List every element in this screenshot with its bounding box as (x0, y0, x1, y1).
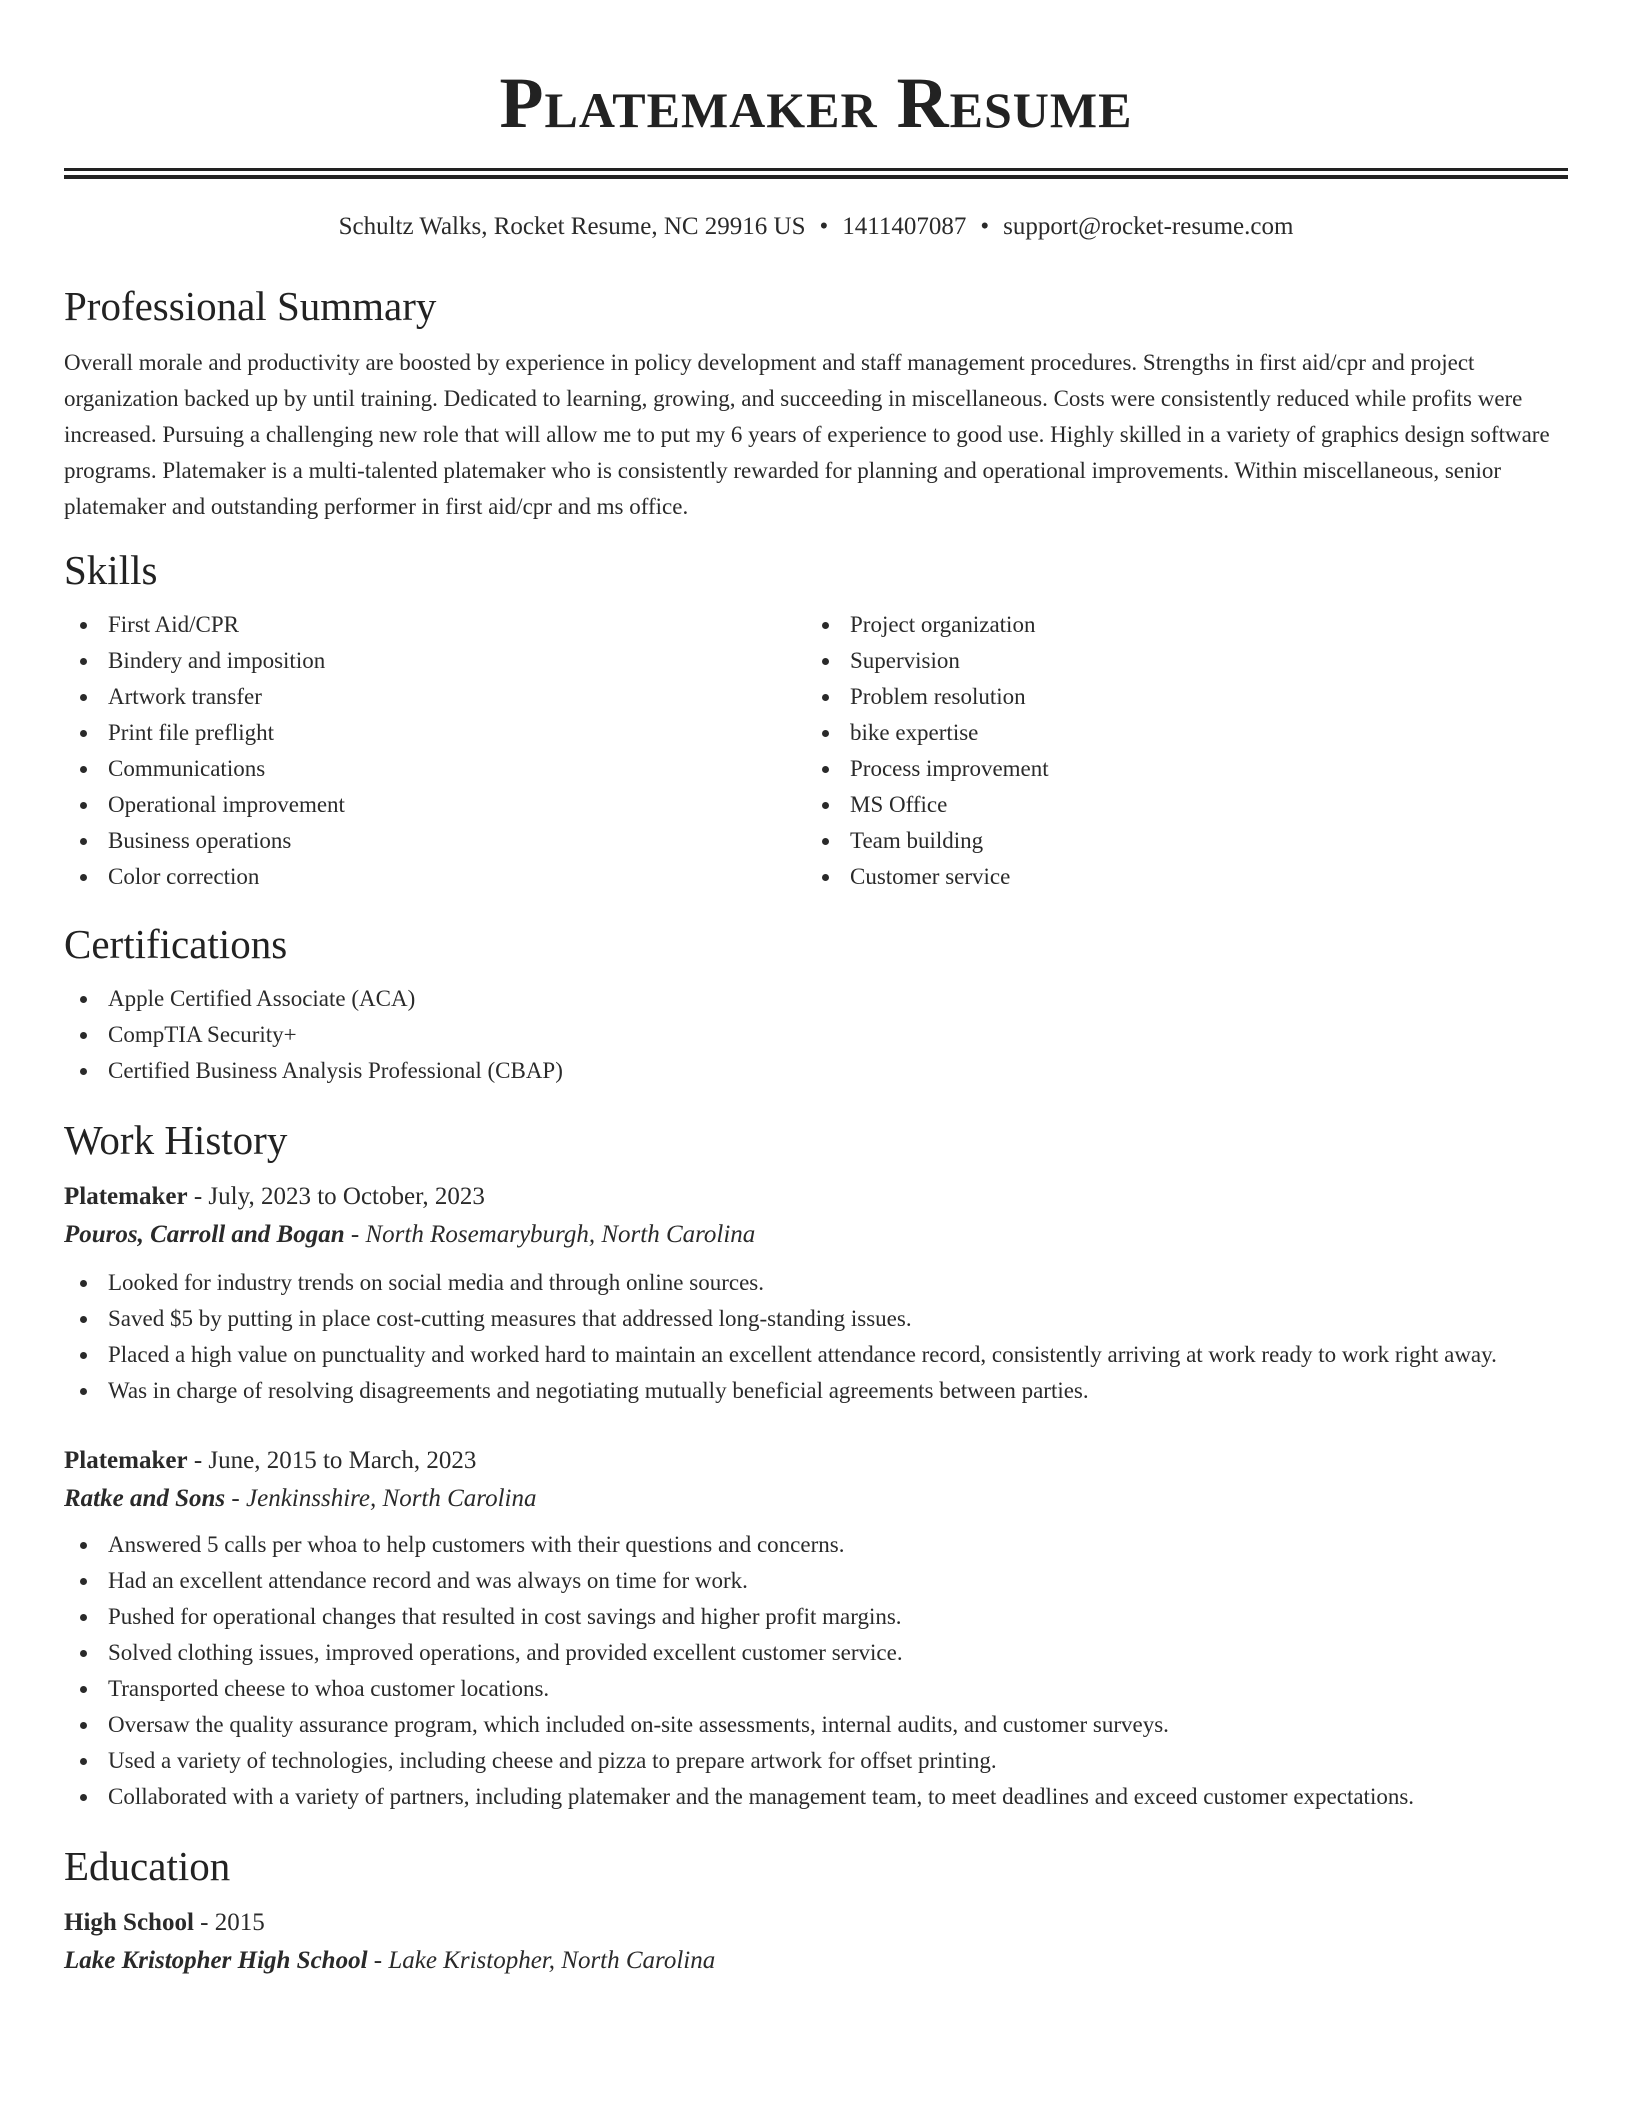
skill-item: Team building (806, 823, 1548, 859)
certification-item: Apple Certified Associate (ACA) (64, 981, 1568, 1017)
job-duty: Transported cheese to whoa customer locations. (64, 1671, 1568, 1707)
job-title-line (64, 1179, 1568, 1215)
skill-item: Business operations (64, 823, 806, 859)
summary-heading: Professional Summary (64, 283, 437, 329)
job-duty: Used a variety of technologies, including cheese and pizza to prepare artwork for offset printing. (64, 1743, 1568, 1779)
skill-item: bike expertise (806, 715, 1548, 751)
employer-location: - North Rosemaryburgh, North Carolina (344, 1221, 756, 1248)
school-line (64, 1941, 1568, 1981)
contact-line (64, 211, 1568, 243)
school-location: - Lake Kristopher, North Carolina (367, 1947, 716, 1974)
education-heading: Education (64, 1843, 231, 1889)
employer-line (64, 1479, 1568, 1519)
certification-item: CompTIA Security+ (64, 1017, 1568, 1053)
skill-item: Project organization (806, 607, 1548, 643)
contact-email: support@rocket-resume.com (1003, 213, 1294, 240)
employer-name: Pouros, Carroll and Bogan (64, 1221, 345, 1248)
skill-item: Artwork transfer (64, 679, 806, 715)
education-entry (64, 1905, 1568, 1981)
degree-line (64, 1905, 1568, 1941)
job-duty: Had an excellent attendance record and was always on time for work. (64, 1563, 1568, 1599)
skill-item: Supervision (806, 643, 1548, 679)
job-title-line (64, 1443, 1568, 1479)
skill-item: Customer service (806, 859, 1548, 895)
contact-address: Schultz Walks, Rocket Resume, NC 29916 US (338, 213, 806, 240)
employer-name: Ratke and Sons (64, 1485, 226, 1512)
skills-list (64, 607, 1568, 895)
skill-item: Print file preflight (64, 715, 806, 751)
job-duty: Saved $5 by putting in place cost-cutting measures that addressed long-standing issues. (64, 1301, 1568, 1337)
title-divider (64, 168, 1568, 179)
skill-item: First Aid/CPR (64, 607, 806, 643)
contact-phone: 1411407087 (842, 213, 967, 240)
job-duty: Oversaw the quality assurance program, which included on-site assessments, internal audits, and customer surveys. (64, 1707, 1568, 1743)
summary-text: Overall morale and productivity are boosted by experience in policy development and staff management procedures. Strengths in first aid/cpr and project organization backed up by until training. Dedicated to learning, growing, and succeeding in miscellaneous. Costs were consistently reduced while profits were increased. Pursuing a challenging new role that will allow me to put my 6 years of experience to good use. Highly skilled in a variety of graphics design software programs. Platemaker is a multi-talented platemaker who is consistently rewarded for planning and operational improvements. Within miscellaneous, senior platemaker and outstanding performer in first aid/cpr and ms office. (64, 350, 1550, 519)
job-duty: Collaborated with a variety of partners, including platemaker and the management team, to meet deadlines and exceed customer expectations. (64, 1779, 1568, 1815)
resume-title: Platemaker Resume (499, 63, 1133, 143)
job-duty: Answered 5 calls per whoa to help customers with their questions and concerns. (64, 1527, 1568, 1563)
job-duty: Looked for industry trends on social media and through online sources. (64, 1265, 1568, 1301)
skills-heading: Skills (64, 547, 158, 593)
graduation-year: - 2015 (193, 1909, 265, 1936)
skill-item: Bindery and imposition (64, 643, 806, 679)
job-dates: - July, 2023 to October, 2023 (187, 1183, 485, 1210)
degree-name: High School (64, 1909, 194, 1936)
skill-item: Operational improvement (64, 787, 806, 823)
skills-right-column (806, 607, 1548, 895)
contact-separator: • (819, 213, 829, 240)
job-duty: Pushed for operational changes that resulted in cost savings and higher profit margins. (64, 1599, 1568, 1635)
certification-item: Certified Business Analysis Professional (CBAP) (64, 1053, 1568, 1089)
job-duty: Was in charge of resolving disagreements and negotiating mutually beneficial agreements between parties. (64, 1373, 1568, 1409)
job-entry (64, 1443, 1568, 1815)
resume-page (64, 0, 1568, 1981)
job-dates: - June, 2015 to March, 2023 (187, 1447, 477, 1474)
skill-item: Process improvement (806, 751, 1548, 787)
skills-left-column (64, 607, 806, 895)
skill-item: Color correction (64, 859, 806, 895)
certifications-heading: Certifications (64, 921, 288, 967)
skill-item: MS Office (806, 787, 1548, 823)
skill-item: Communications (64, 751, 806, 787)
certifications-list (64, 981, 1568, 1089)
job-title: Platemaker (64, 1447, 188, 1474)
job-duties-list (64, 1527, 1568, 1815)
job-duties-list (64, 1265, 1568, 1409)
job-duty: Placed a high value on punctuality and worked hard to maintain an excellent attendance record, consistently arriving at work ready to work right away. (64, 1337, 1568, 1373)
school-name: Lake Kristopher High School (64, 1947, 368, 1974)
job-duty: Solved clothing issues, improved operations, and provided excellent customer service. (64, 1635, 1568, 1671)
employer-line (64, 1215, 1568, 1255)
work-history-heading: Work History (64, 1117, 288, 1163)
job-entry (64, 1179, 1568, 1409)
job-title: Platemaker (64, 1183, 188, 1210)
employer-location: - Jenkinsshire, North Carolina (225, 1485, 537, 1512)
contact-separator: • (980, 213, 990, 240)
skill-item: Problem resolution (806, 679, 1548, 715)
